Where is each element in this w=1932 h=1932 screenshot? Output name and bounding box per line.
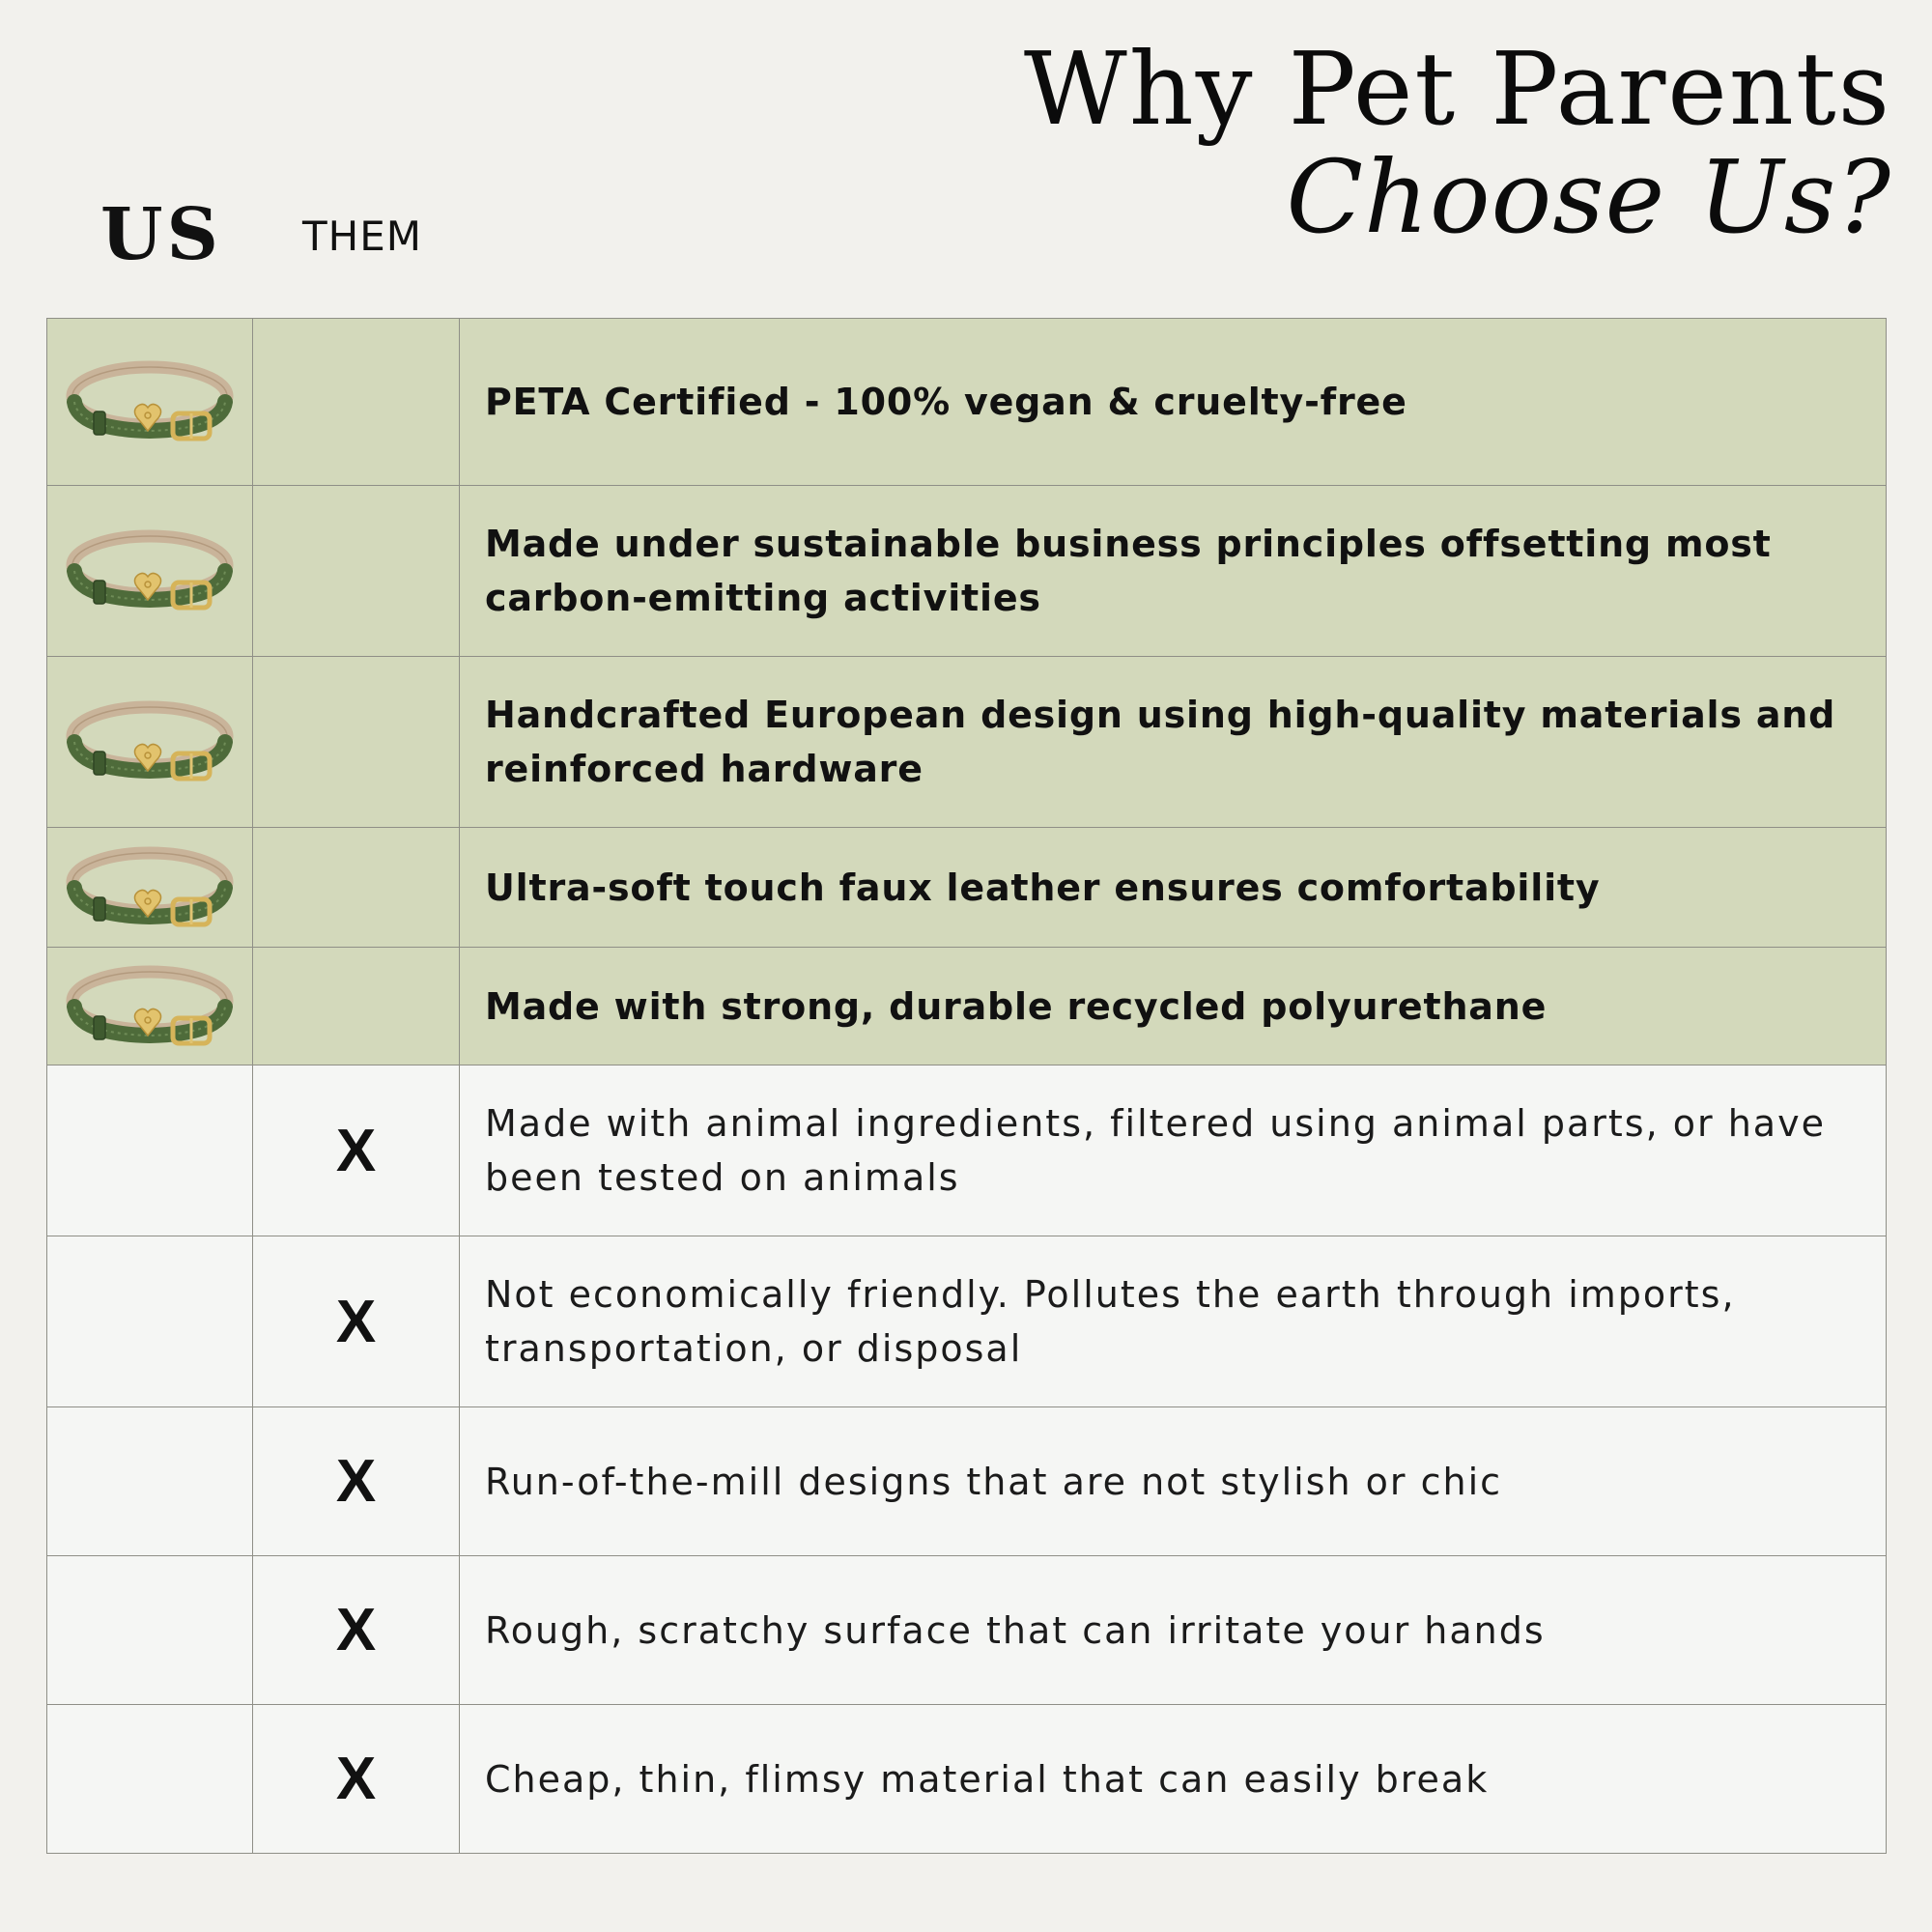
feature-cell xyxy=(460,1407,1887,1555)
feature-text: Rough, scratchy surface that can irritate your hands xyxy=(485,1608,1546,1652)
feature-text: Handcrafted European design using high-quality materials and reinforced hardware xyxy=(485,694,1836,790)
feature-text: Ultra-soft touch faux leather ensures comfortability xyxy=(485,866,1601,909)
them-row xyxy=(47,1556,1887,1705)
them-cell xyxy=(253,828,460,947)
collar-icon xyxy=(65,354,235,450)
them-row xyxy=(47,1705,1887,1854)
x-mark-icon: X xyxy=(335,1288,377,1355)
feature-text: Not economically friendly. Pollutes the earth through imports, transportation, or disposal xyxy=(485,1273,1736,1370)
us-cell xyxy=(47,1065,253,1236)
feature-text: Run-of-the-mill designs that are not stylish or chic xyxy=(485,1460,1503,1503)
them-row xyxy=(47,1065,1887,1236)
them-row xyxy=(47,1407,1887,1556)
them-cell xyxy=(253,1407,460,1555)
them-row xyxy=(47,1236,1887,1407)
us-cell xyxy=(47,1407,253,1555)
feature-text: PETA Certified - 100% vegan & cruelty-free xyxy=(485,381,1407,423)
feature-cell xyxy=(460,1065,1887,1236)
them-cell xyxy=(253,948,460,1065)
them-cell xyxy=(253,1065,460,1236)
us-cell xyxy=(47,486,253,656)
feature-cell xyxy=(460,828,1887,947)
them-cell xyxy=(253,657,460,827)
feature-text: Made with strong, durable recycled polyurethane xyxy=(485,984,1548,1028)
us-row xyxy=(47,486,1887,657)
title-line-2: Choose Us? xyxy=(1286,138,1891,256)
feature-cell xyxy=(460,1556,1887,1704)
feature-cell xyxy=(460,1236,1887,1406)
us-cell xyxy=(47,948,253,1065)
comparison-table xyxy=(46,318,1887,1854)
x-mark-icon: X xyxy=(335,1117,377,1184)
feature-cell xyxy=(460,1705,1887,1853)
us-row xyxy=(47,948,1887,1065)
collar-icon xyxy=(65,694,235,790)
us-cell xyxy=(47,657,253,827)
us-cell xyxy=(47,319,253,485)
feature-cell xyxy=(460,657,1887,827)
collar-icon xyxy=(65,839,235,936)
us-cell xyxy=(47,828,253,947)
page-title xyxy=(1023,30,1891,256)
us-row xyxy=(47,828,1887,948)
them-cell xyxy=(253,1705,460,1853)
x-mark-icon: X xyxy=(335,1597,377,1663)
us-cell xyxy=(47,1556,253,1704)
them-cell xyxy=(253,319,460,485)
us-row xyxy=(47,657,1887,828)
us-cell xyxy=(47,1236,253,1406)
feature-text: Made under sustainable business principles offsetting most carbon-emitting activities xyxy=(485,523,1772,619)
them-cell xyxy=(253,486,460,656)
feature-text: Cheap, thin, flimsy material that can easily break xyxy=(485,1757,1490,1801)
column-header-us: US xyxy=(100,193,222,276)
collar-icon xyxy=(65,523,235,619)
feature-text: Made with animal ingredients, filtered using animal parts, or have been tested on animals xyxy=(485,1102,1826,1199)
column-header-them: THEM xyxy=(302,213,423,260)
feature-cell xyxy=(460,948,1887,1065)
x-mark-icon: X xyxy=(335,1746,377,1812)
us-row xyxy=(47,319,1887,486)
us-cell xyxy=(47,1705,253,1853)
them-cell xyxy=(253,1236,460,1406)
title-line-1: Why Pet Parents xyxy=(1023,30,1891,148)
feature-cell xyxy=(460,486,1887,656)
x-mark-icon: X xyxy=(335,1448,377,1515)
collar-icon xyxy=(65,958,235,1055)
feature-cell xyxy=(460,319,1887,485)
them-cell xyxy=(253,1556,460,1704)
